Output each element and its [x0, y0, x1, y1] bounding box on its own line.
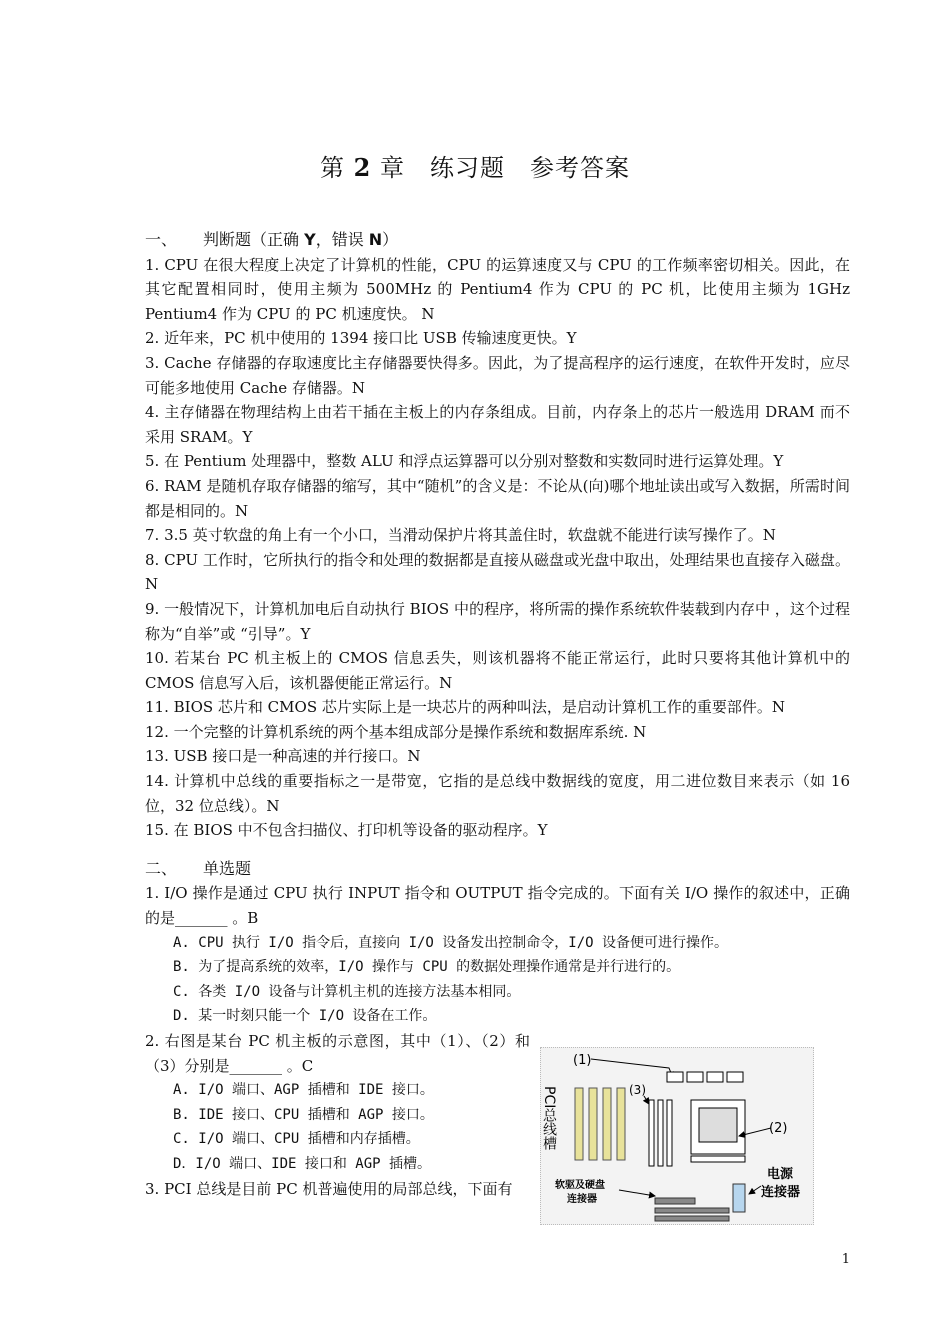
- mc-option: B. IDE 接口、CPU 插槽和 AGP 接口。: [173, 1106, 434, 1123]
- mc-question-1: 1. I/O 操作是通过 CPU 执行 INPUT 指令和 OUTPUT 指令完成的。下面有关 I/O 操作的叙述中，正确的是_______ 。B: [145, 884, 850, 928]
- section1-heading-y: Y: [304, 230, 316, 249]
- tf-item: 15. 在 BIOS 中不包含扫描仪、打印机等设备的驱动程序。Y: [145, 821, 548, 840]
- arrow-power: [749, 1186, 761, 1194]
- pci-label: PCI总线槽: [541, 1086, 557, 1151]
- mc-option: B. 为了提高系统的效率，I/O 操作与 CPU 的数据处理操作通常是并行进行的。: [173, 959, 681, 976]
- tf-item: 4. 主存储器在物理结构上由若干插在主板上的内存条组成。目前，内存条上的芯片一般选用 DRAM 而不采用 SRAM。Y: [145, 403, 850, 446]
- title-chapter-number: 2: [353, 153, 372, 182]
- mc-option: C. 各类 I/O 设备与计算机主机的连接方法基本相同。: [173, 983, 521, 1000]
- tf-item: 9. 一般情况下，计算机加电后自动执行 BIOS 中的程序，将所需的操作系统软件装载到内存中 ，这个过程称为“自举”或 “引导”。Y: [145, 599, 850, 643]
- arrow-floppy: [619, 1190, 655, 1196]
- mc-option: A. I/O 端口、AGP 插槽和 IDE 接口。: [173, 1082, 434, 1099]
- tf-item: 1. CPU 在很大程度上决定了计算机的性能，CPU 的运算速度又与 CPU 的工作频率密切相关。因此，在其它配置相同时，使用主频为 500MHz 的 Pentium4 作为 CPU 的 PC 机，比使用主频为 1GHz Pentium4 作为 CPU 的 PC 机速度快。 N: [145, 255, 850, 323]
- memory-slot: [667, 1100, 672, 1166]
- io-port-block: [707, 1072, 723, 1082]
- label-2: (2): [769, 1121, 788, 1136]
- section1-heading-mid: ，错误: [315, 230, 369, 249]
- arrow-1: [591, 1059, 673, 1078]
- tf-item: 6. RAM 是随机存取存储器的缩写，其中“随机”的含义是：不论从(向)哪个地址读出或写入数据，所需时间都是相同的。N: [145, 476, 850, 520]
- ide-connector: [655, 1216, 729, 1221]
- tf-item: 10. 若某台 PC 机主板上的 CMOS 信息丢失，则该机器将不能正常运行，此时只要将其他计算机中的 CMOS 信息写入后，该机器便能正常运行。N: [145, 649, 850, 692]
- section2-heading-text: 单选题: [203, 858, 252, 878]
- section1-heading-post: ）: [382, 230, 399, 249]
- io-port-block: [727, 1072, 743, 1082]
- cpu-socket-inner: [699, 1108, 737, 1142]
- tf-item: 11. BIOS 芯片和 CMOS 芯片实际上是一块芯片的两种叫法，是启动计算机工作的重要部件。N: [145, 698, 785, 717]
- page-number: 1: [841, 1252, 850, 1267]
- io-port-block: [667, 1072, 683, 1082]
- tf-item: 13. USB 接口是一种高速的并行接口。N: [145, 747, 421, 766]
- label-3: (3): [629, 1083, 646, 1097]
- power-connector: [733, 1184, 745, 1212]
- section2-heading: [145, 857, 850, 882]
- motherboard-diagram: [540, 1047, 814, 1225]
- memory-slot: [658, 1100, 663, 1166]
- section1-number: 一、: [145, 230, 178, 249]
- mc-option: D. 某一时刻只能一个 I/O 设备在工作。: [173, 1008, 437, 1025]
- mc-question-3-partial: 3. PCI 总线是目前 PC 机普遍使用的局部总线，下面有: [145, 1179, 513, 1198]
- power-label-line2: 连接器: [761, 1185, 801, 1200]
- title-suffix: 章 练习题 参考答案: [379, 154, 630, 182]
- title-prefix: 第: [320, 154, 345, 182]
- floppy-label-line1: 软驱及硬盘: [555, 1180, 605, 1191]
- io-port-block: [687, 1072, 703, 1082]
- section1-heading-n: N: [368, 230, 383, 249]
- tf-item: 3. Cache 存储器的存取速度比主存储器要快得多。因此，为了提高程序的运行速度，在软件开发时，应尽可能多地使用 Cache 存储器。N: [145, 353, 850, 397]
- motherboard-svg: [541, 1048, 813, 1224]
- arrow-3: [644, 1096, 649, 1104]
- mc-option: C. I/O 端口、CPU 插槽和内存插槽。: [173, 1131, 420, 1148]
- section1-heading: [145, 228, 850, 253]
- pci-slot: [617, 1088, 625, 1160]
- page-title: [0, 148, 950, 183]
- pci-slot: [603, 1088, 611, 1160]
- tf-item: 7. 3.5 英寸软盘的角上有一个小口，当滑动保护片将其盖住时，软盘就不能进行读写操作了。N: [145, 526, 776, 545]
- ide-connector: [655, 1198, 695, 1204]
- pci-slot: [589, 1088, 597, 1160]
- floppy-label-line2: 连接器: [567, 1194, 597, 1205]
- pci-slot: [575, 1088, 583, 1160]
- ide-connector: [655, 1208, 729, 1213]
- tf-item: 14. 计算机中总线的重要指标之一是带宽，它指的是总线中数据线的宽度，用二进位数目来表示（如 16 位，32 位总线）。N: [145, 772, 850, 815]
- mc-option: A. CPU 执行 I/O 指令后，直接向 I/O 设备发出控制命令，I/O 设备便可进行操作。: [173, 934, 729, 951]
- cpu-lever: [691, 1156, 745, 1162]
- tf-item: 12. 一个完整的计算机系统的两个基本组成部分是操作系统和数据库系统. N: [145, 722, 647, 741]
- tf-item: 2. 近年来，PC 机中使用的 1394 接口比 USB 传输速度更快。Y: [145, 329, 577, 348]
- tf-item: 8. CPU 工作时，它所执行的指令和处理的数据都是直接从磁盘或光盘中取出，处理结果也直接存入磁盘。N: [145, 550, 850, 594]
- power-label-line1: 电源: [767, 1167, 794, 1182]
- memory-slot: [649, 1100, 654, 1166]
- mc-question-2: 2. 右图是某台 PC 机主板的示意图，其中（1）、（2）和（3）分别是_______ 。C: [145, 1032, 530, 1075]
- section2-number: 二、: [145, 858, 178, 878]
- tf-item: 5. 在 Pentium 处理器中，整数 ALU 和浮点运算器可以分别对整数和实数同时进行运算处理。Y: [145, 452, 784, 471]
- mc-option: D．I/O 端口、IDE 接口和 AGP 插槽。: [173, 1155, 432, 1172]
- section1-heading-pre: 判断题（正确: [203, 230, 305, 249]
- label-1: (1): [573, 1053, 592, 1068]
